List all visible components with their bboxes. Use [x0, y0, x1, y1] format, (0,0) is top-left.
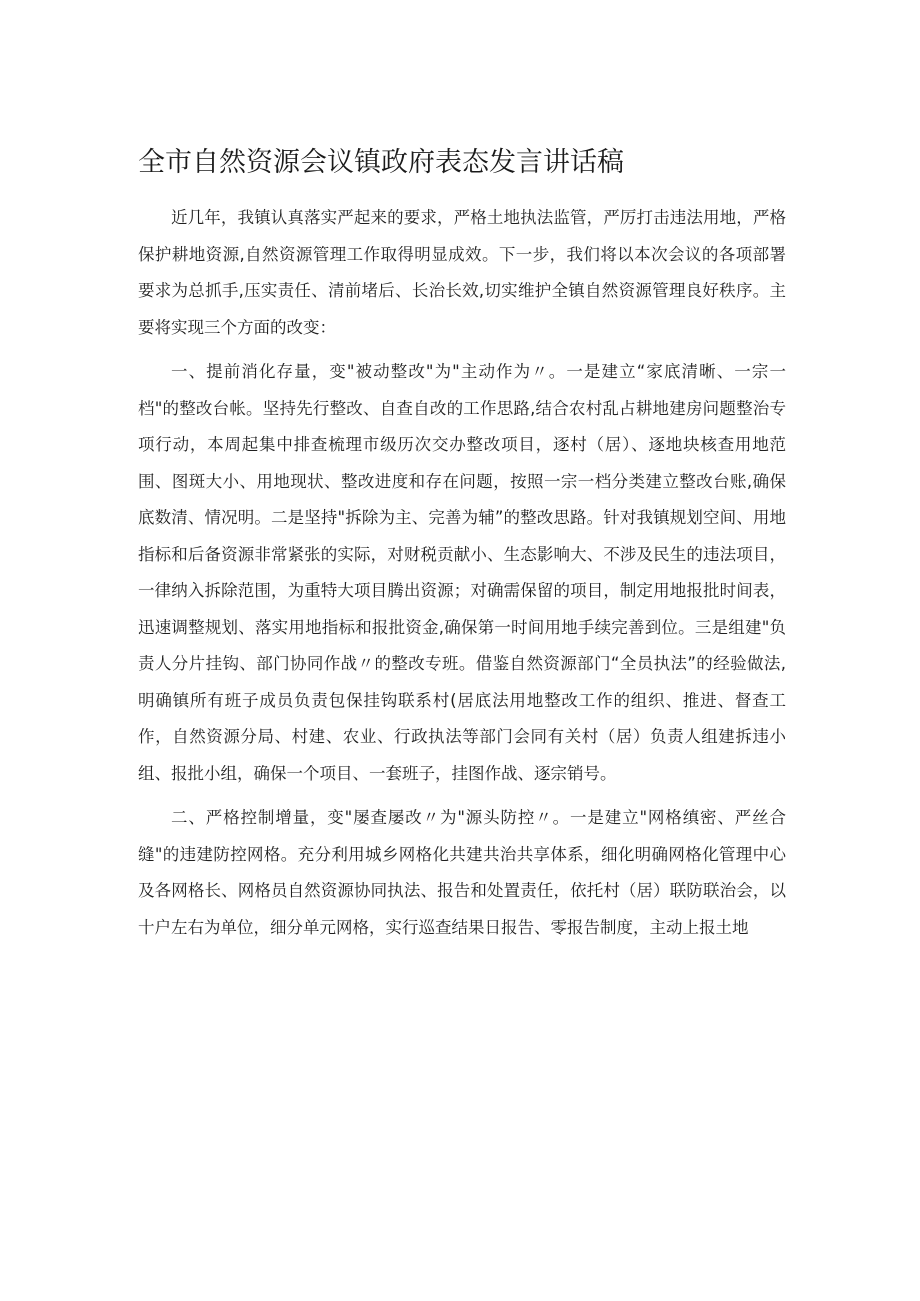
document-body [138, 200, 786, 954]
paragraph-section-two: 二、严格控制增量，变"屡查屡改〃为"源头防控〃。一是建立"网格缜密、严丝合缝"的违建防控网格。充分利用城乡网格化共建共治共享体系，细化明确网格化管理中心及各网格长、网格员自然资源协同执法、报告和处置责任，依托村（居）联防联治会，以十户左右为单位，细分单元网格，实行巡查结果日报告、零报告制度，主动上报土地 [138, 808, 786, 937]
paragraph-section-one: 一、提前消化存量，变"被动整改"为"主动作为〃。一是建立“家底清晰、一宗一档"的整改台帐。坚持先行整改、自查自改的工作思路,结合农村乱占耕地建房问题整治专项行动，本周起集中排查梳理市级历次交办整改项目，逐村（居）、逐地块核查用地范围、图斑大小、用地现状、整改进度和存在问题，按照一宗一档分类建立整改台账,确保底数清、情况明。二是坚持"拆除为主、完善为辅”的整改思路。针对我镇规划空间、用地指标和后备资源非常紧张的实际，对财税贡献小、生态影响大、不涉及民生的违法项目，一律纳入拆除范围，为重特大项目腾出资源；对确需保留的项目，制定用地报批时间表，迅速调整规划、落实用地指标和报批资金,确保第一时间用地手续完善到位。三是组建"负责人分片挂钩、部门协同作战〃的整改专班。借鉴自然资源部门“全员执法”的经验做法,明确镇所有班子成员负责包保挂钩联系村(居底法用地整改工作的组织、推进、督查工作，自然资源分局、村建、农业、行政执法等部门会同有关村（居）负责人组建拆违小组、报批小组，确保一个项目、一套班子，挂图作战、逐宗销号。 [138, 362, 786, 783]
paragraph-intro: 近几年，我镇认真落实严起来的要求，严格土地执法监管，严厉打击违法用地，严格保护耕地资源,自然资源管理工作取得明显成效。下一步，我们将以本次会议的各项部署要求为总抓手,压实责任、清前堵后、长治长效,切实维护全镇自然资源管理良好秩序。主要将实现三个方面的改变： [138, 208, 786, 337]
document-title: 全市自然资源会议镇政府表态发言讲话稿 [138, 147, 624, 178]
